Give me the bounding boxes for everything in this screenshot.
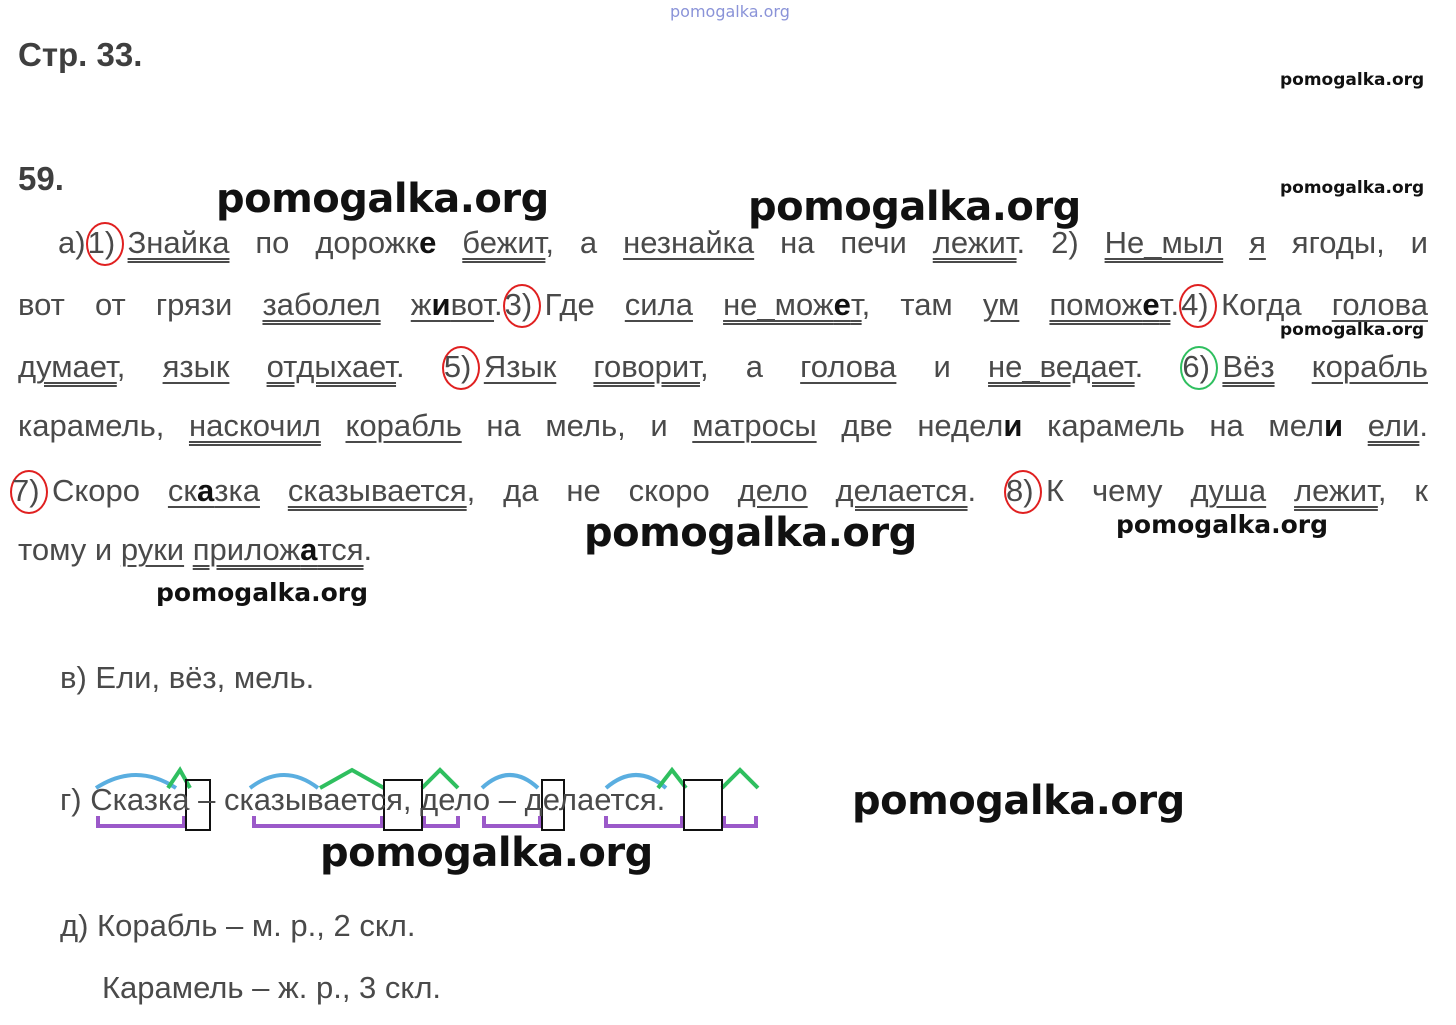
word: вот от грязи xyxy=(18,287,233,322)
word: Скоро xyxy=(52,473,141,508)
predicate: не_ведает xyxy=(988,349,1135,384)
punct: . xyxy=(967,473,977,508)
subject: сила xyxy=(624,287,693,322)
circled-number: 7) xyxy=(10,470,48,514)
word-ending: а xyxy=(172,782,190,817)
predicate: делается xyxy=(835,473,968,508)
predicate: поможет xyxy=(1049,287,1171,322)
word: карамель, xyxy=(18,408,165,443)
part-a-line-5 xyxy=(10,470,1428,514)
predicate: лежит xyxy=(1294,473,1378,508)
word-postfix: ся xyxy=(370,782,403,817)
predicate: заболел xyxy=(262,287,381,322)
watermark: pomogalka.org xyxy=(156,578,369,607)
part-d-line-2: Карамель – ж. р., 3 скл. xyxy=(102,970,442,1005)
part-a-line-6 xyxy=(18,532,372,568)
circled-number: 1) xyxy=(86,222,124,266)
word-ending: ет xyxy=(594,782,625,817)
word: на мель, и xyxy=(486,408,668,443)
predicate: отдыхает xyxy=(266,349,397,384)
predicate: ели xyxy=(1367,408,1420,443)
circled-number: 3) xyxy=(503,284,541,328)
word-stem: сказыва xyxy=(224,782,341,817)
part-a-line-3 xyxy=(18,346,1428,390)
punct: . xyxy=(1419,408,1428,443)
part-a-label: а) xyxy=(58,225,86,260)
word: карамель на мел xyxy=(1047,408,1325,443)
punct: . xyxy=(1134,349,1144,384)
subject: душа xyxy=(1190,473,1267,508)
ending-box xyxy=(684,780,722,830)
punct: , xyxy=(402,782,412,817)
subject: я xyxy=(1249,225,1266,260)
punct: . xyxy=(363,532,373,567)
word: на печи xyxy=(780,225,907,260)
subject: незнайка xyxy=(623,225,755,260)
watermark-top: pomogalka.org xyxy=(670,2,790,21)
word-stem: дел xyxy=(420,782,473,817)
word: Где xyxy=(544,287,595,322)
part-g-label: г) xyxy=(60,782,82,817)
predicate: Вёз xyxy=(1222,349,1275,384)
predicate: не_может xyxy=(723,287,862,322)
word: Когда xyxy=(1221,287,1302,322)
part-a-line-2 xyxy=(18,284,1428,328)
subject: сказка xyxy=(167,473,260,508)
part-d-line-1: д) Корабль – м. р., 2 скл. xyxy=(60,908,416,943)
part-a-line-4 xyxy=(18,408,1428,444)
word: , к xyxy=(1377,473,1428,508)
subject: Язык xyxy=(483,349,557,384)
watermark: pomogalka.org xyxy=(748,184,1081,230)
word-stem: Сказк xyxy=(90,782,173,817)
punct: . xyxy=(1016,225,1026,260)
predicate: говорит xyxy=(593,349,700,384)
circled-number: 5) xyxy=(442,346,480,390)
number: 2) xyxy=(1051,225,1079,260)
watermark: pomogalka.org xyxy=(1280,70,1425,90)
word: дорожк xyxy=(315,225,420,260)
circled-number-green: 6) xyxy=(1180,346,1218,390)
word: и xyxy=(933,349,951,384)
punct: . xyxy=(494,287,503,322)
punct: , xyxy=(116,349,126,384)
subject: руки xyxy=(120,532,185,567)
predicate: Не_мыл xyxy=(1104,225,1224,260)
punct: . xyxy=(396,349,405,384)
subject: Знайка xyxy=(127,225,230,260)
watermark: pomogalka.org xyxy=(1280,178,1425,198)
dash: – xyxy=(198,782,216,817)
word: , а xyxy=(545,225,598,260)
watermark: pomogalka.org xyxy=(1280,320,1425,340)
punct: . xyxy=(656,782,666,817)
subject: голова xyxy=(1331,287,1428,322)
part-v: в) Ели, вёз, мель. xyxy=(60,660,315,695)
suffix-mark xyxy=(722,770,758,788)
dash: – xyxy=(498,782,516,817)
subject: корабль xyxy=(345,408,462,443)
word-stem: дела xyxy=(524,782,595,817)
watermark: pomogalka.org xyxy=(320,830,653,876)
part-a-line-1 xyxy=(18,222,1428,266)
watermark: pomogalka.org xyxy=(1116,510,1329,539)
word-ending: о xyxy=(472,782,491,817)
subject: язык xyxy=(162,349,230,384)
word: К чему xyxy=(1046,473,1163,508)
subject: корабль xyxy=(1311,349,1428,384)
word: две недел xyxy=(841,408,1004,443)
word: по xyxy=(255,225,290,260)
predicate: приложатся xyxy=(192,532,364,567)
predicate: лежит xyxy=(932,225,1017,260)
watermark: pomogalka.org xyxy=(584,510,917,556)
predicate: думает xyxy=(18,349,117,384)
word-postfix: ся xyxy=(624,782,657,817)
stem-bracket xyxy=(724,816,756,826)
word: , да не скоро xyxy=(466,473,710,508)
circled-number: 8) xyxy=(1004,470,1042,514)
word: тому и xyxy=(18,532,113,567)
circled-number: 4) xyxy=(1179,284,1217,328)
subject: голова xyxy=(800,349,897,384)
part-g xyxy=(60,782,665,818)
watermark: pomogalka.org xyxy=(216,176,549,222)
predicate: бежит xyxy=(462,225,546,260)
page-label: Стр. 33. xyxy=(18,36,143,73)
predicate: сказывается xyxy=(287,473,467,508)
predicate: наскочил xyxy=(188,408,321,443)
ending-bold: и xyxy=(1324,408,1344,443)
watermark: pomogalka.org xyxy=(852,778,1185,824)
word: ягоды, и xyxy=(1291,225,1428,260)
exercise-number: 59. xyxy=(18,160,64,197)
ending-bold: е xyxy=(419,225,437,260)
subject: живот xyxy=(410,287,495,322)
subject: матросы xyxy=(692,408,817,443)
subject: ум xyxy=(982,287,1020,322)
punct: . xyxy=(1170,287,1180,322)
subject: дело xyxy=(737,473,808,508)
ending-bold: и xyxy=(1003,408,1023,443)
word: , а xyxy=(699,349,763,384)
word: , там xyxy=(861,287,953,322)
word-ending: ет xyxy=(340,782,371,817)
